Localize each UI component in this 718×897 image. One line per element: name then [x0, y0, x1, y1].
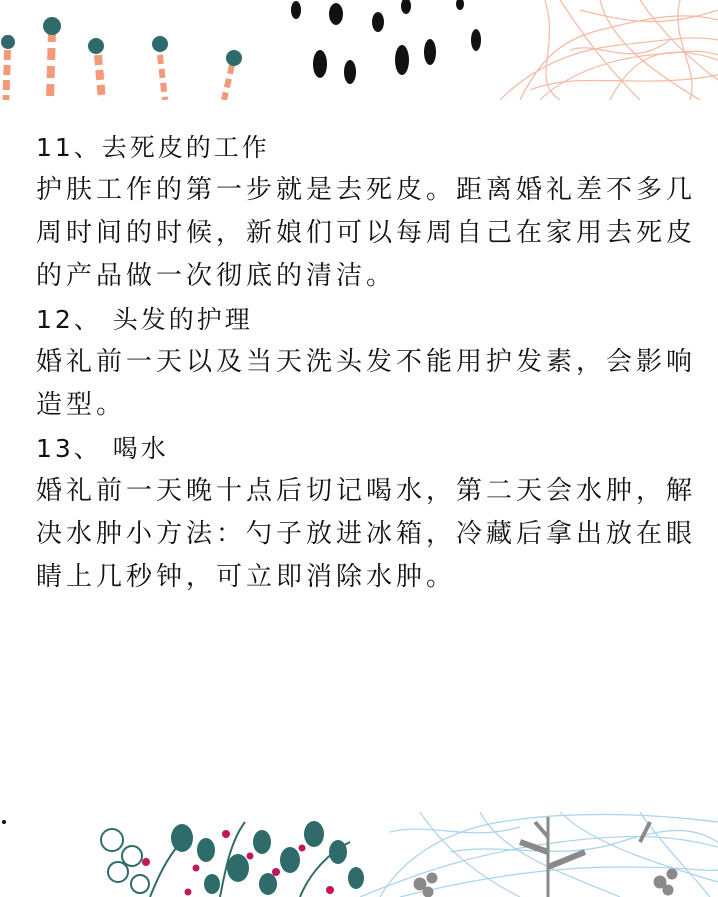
- article-body: [36, 126, 708, 599]
- section-body-1: 护肤工作的第一步就是去死皮。距离婚礼差不多几周时间的时候，新娘们可以每周自己在家用去死皮的产品做一次彻底的清洁。: [36, 175, 697, 291]
- coral-flowers: [1, 17, 242, 100]
- section-body-3: 婚礼前一天晚十点后切记喝水，第二天会水肿，解决水肿小方法：勺子放进冰箱，冷藏后拿出放在眼睛上几秒钟，可立即消除水肿。: [36, 476, 697, 592]
- section-heading-3: 13、 喝水: [36, 434, 169, 463]
- section-body-2: 婚礼前一天以及当天洗头发不能用护发素，会影响造型。: [36, 347, 697, 420]
- section-heading-2: 12、 头发的护理: [36, 305, 253, 334]
- bottom-floral-illustration: [0, 812, 718, 897]
- section-heading-1: 11、去死皮的工作: [36, 133, 270, 162]
- ink-blobs: [291, 0, 481, 84]
- teal-vines: [101, 821, 364, 897]
- top-floral-illustration: [0, 0, 718, 100]
- peach-scribble: [500, 0, 718, 100]
